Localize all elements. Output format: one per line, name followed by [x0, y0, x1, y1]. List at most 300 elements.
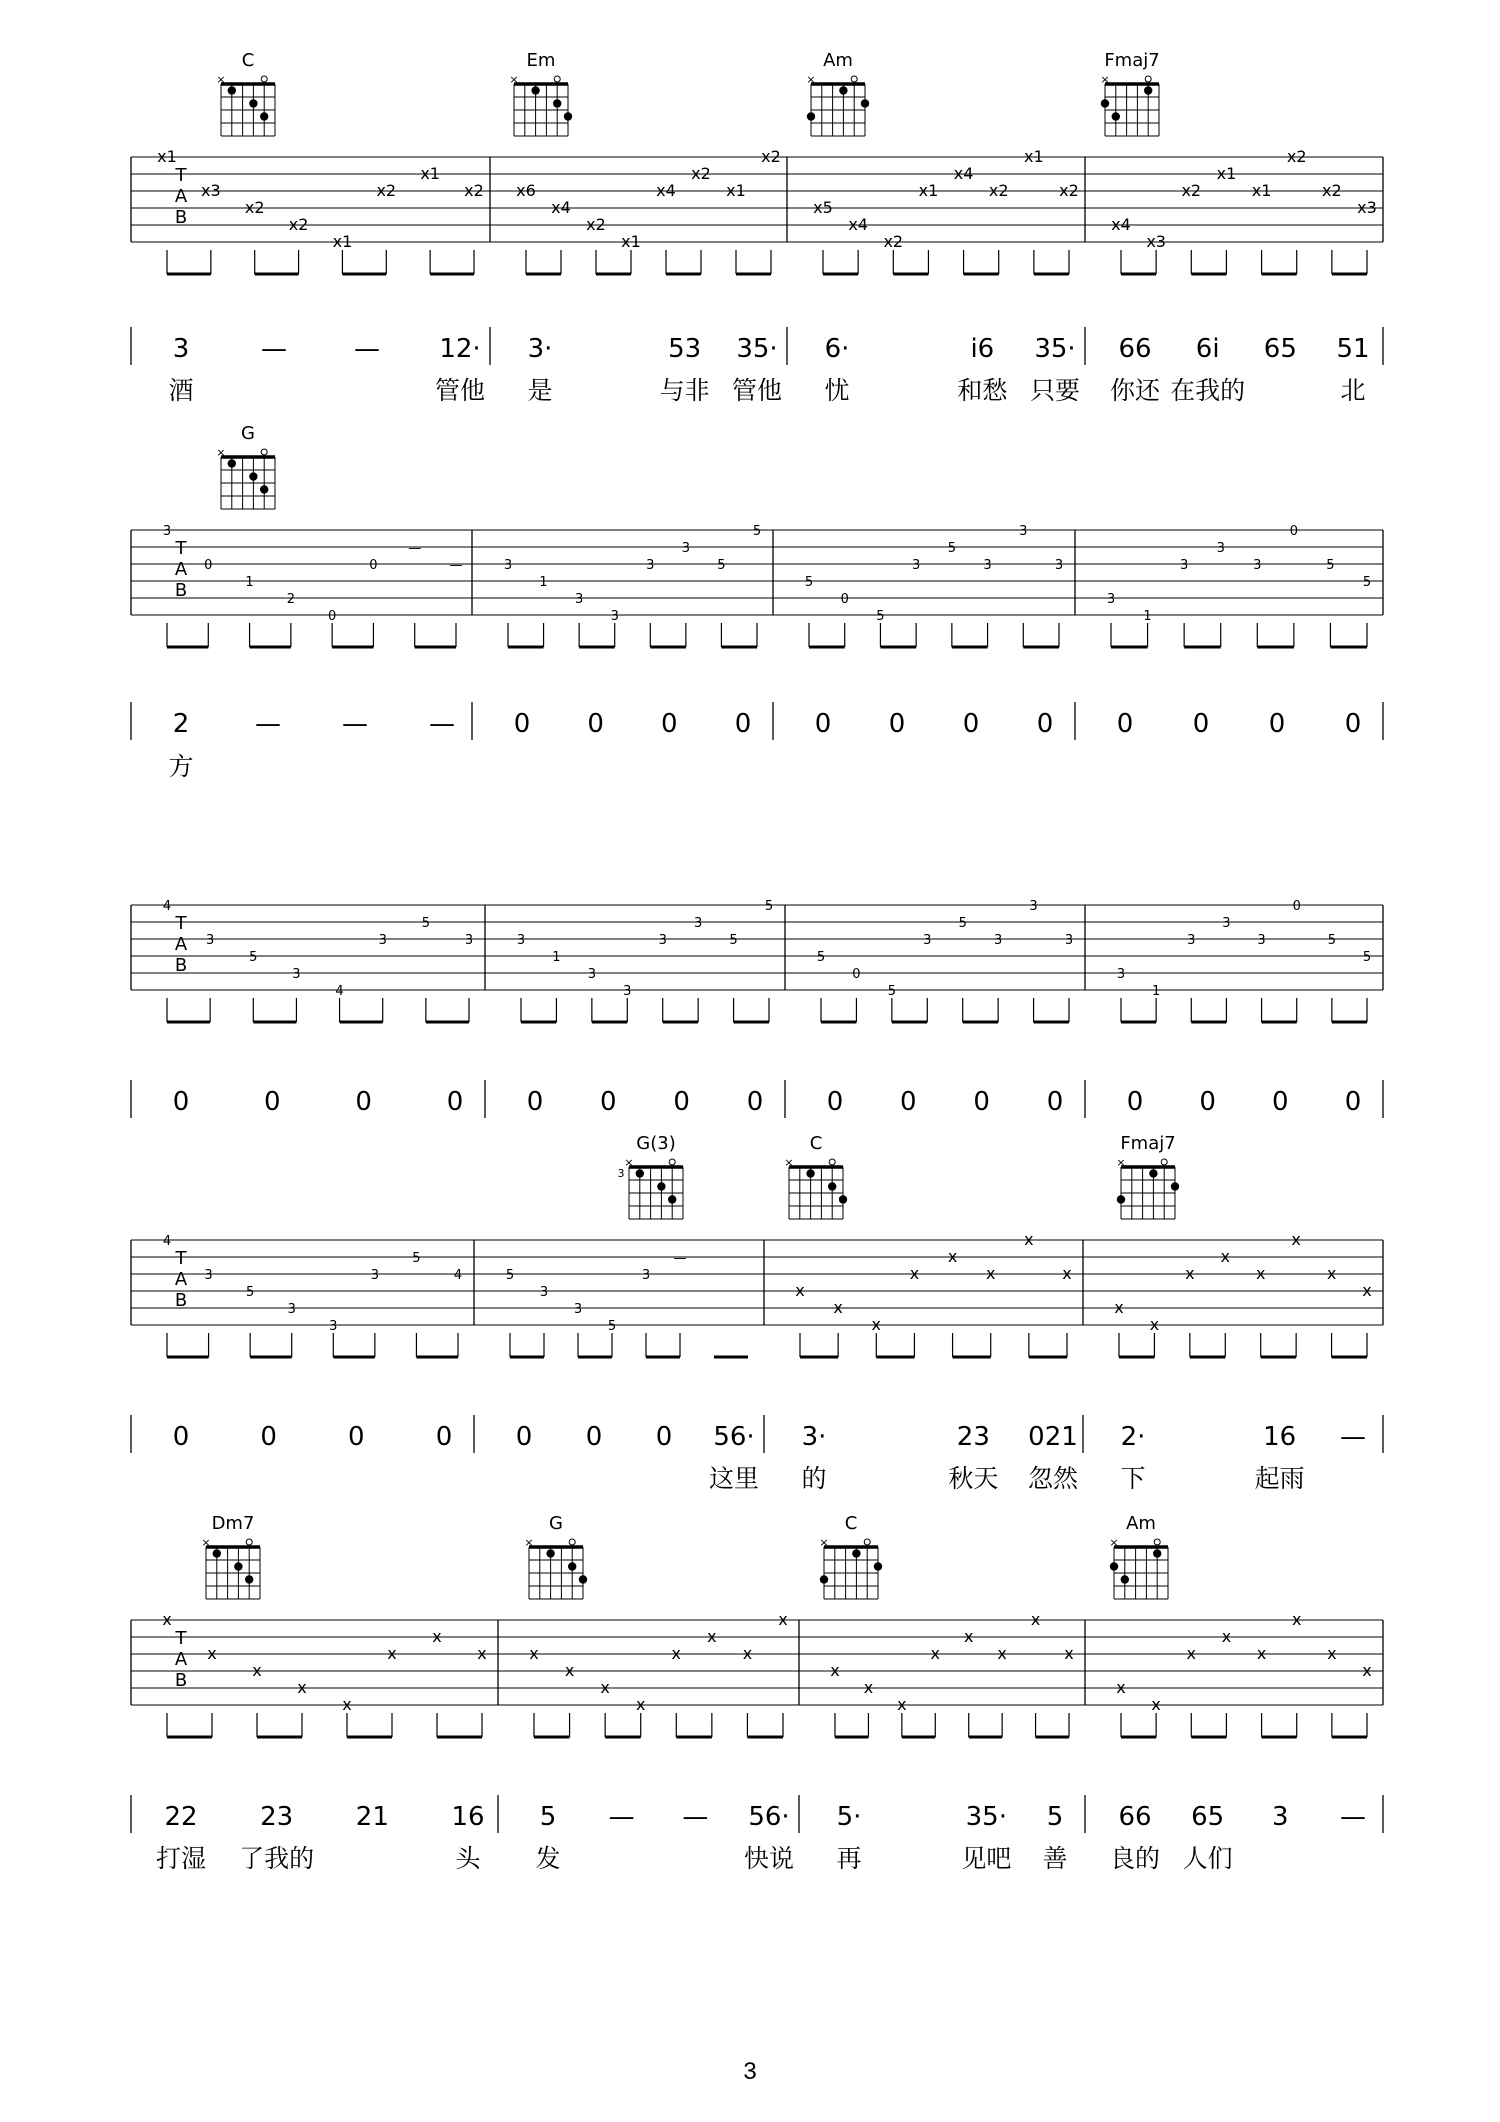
- open-string-mark: [1154, 1539, 1160, 1545]
- chord-dot: [568, 1562, 576, 1570]
- tab-clef-letter: A: [174, 1649, 188, 1670]
- tab-note: x: [897, 1695, 907, 1714]
- tab-clef-letter: B: [174, 1290, 188, 1311]
- music-system: [131, 50, 1383, 405]
- tab-note: 5: [1326, 558, 1335, 573]
- muted-string-mark: ×: [1100, 73, 1110, 86]
- tab-note: 5: [958, 916, 967, 931]
- chord-dot: [1153, 1549, 1161, 1557]
- tab-note: —: [449, 558, 463, 573]
- jianpu-note: —: [255, 709, 281, 739]
- jianpu-note: 0: [1272, 1087, 1289, 1117]
- tab-note: 5: [505, 1268, 515, 1283]
- tab-note: x2: [1286, 147, 1307, 166]
- tab-note: 5: [249, 950, 258, 965]
- jianpu-note: 65: [1191, 1802, 1225, 1832]
- tab-note: x: [1256, 1644, 1267, 1663]
- jianpu-note: 0: [264, 1087, 281, 1117]
- tab-note: x: [1149, 1315, 1160, 1334]
- tab-note: 4: [162, 899, 172, 914]
- chord-name: G: [549, 1513, 563, 1534]
- jianpu-note: —: [1340, 1422, 1366, 1452]
- tab-note: 5: [947, 541, 956, 556]
- chord-dot: [260, 112, 268, 120]
- muted-string-mark: ×: [216, 446, 226, 459]
- tab-note: 5: [607, 1319, 617, 1334]
- tab-note: x: [162, 1610, 172, 1629]
- tab-note: 2: [286, 592, 295, 607]
- jianpu-note: —: [1340, 1802, 1366, 1832]
- open-string-mark: [864, 1539, 870, 1545]
- jianpu-note: 56·: [748, 1802, 790, 1832]
- muted-string-mark: ×: [806, 73, 816, 86]
- tab-clef-letter: T: [175, 165, 187, 186]
- jianpu-note: 0: [355, 1087, 372, 1117]
- tab-note: x: [387, 1644, 397, 1663]
- tab-note: 3: [1106, 592, 1116, 607]
- tab-note: 0: [1289, 524, 1298, 539]
- lyric-text: 下: [1120, 1464, 1146, 1493]
- tab-clef-letter: A: [174, 1269, 188, 1290]
- muted-string-mark: ×: [201, 1536, 211, 1549]
- tab-note: 3: [912, 558, 921, 573]
- lyric-text: 良的: [1109, 1844, 1161, 1873]
- tab-clef-letter: B: [174, 955, 188, 976]
- tab-note: 3: [1064, 933, 1074, 948]
- tab-clef-letter: B: [174, 207, 188, 228]
- open-string-mark: [829, 1159, 835, 1165]
- lyric-text: 北: [1340, 376, 1366, 405]
- tab-note: x: [635, 1695, 646, 1714]
- tab-note: x2: [1322, 181, 1342, 200]
- tab-note: 1: [552, 950, 561, 965]
- tab-note: 0: [328, 609, 337, 624]
- jianpu-note: 0: [1192, 709, 1210, 739]
- tab-note: x: [930, 1644, 941, 1663]
- tab-note: x: [830, 1661, 840, 1680]
- jianpu-note: 5·: [836, 1802, 862, 1832]
- tab-note: x1: [1251, 181, 1272, 200]
- chord-dot: [636, 1169, 644, 1177]
- jianpu-note: 2·: [1120, 1422, 1146, 1452]
- tab-note: x1: [621, 232, 641, 251]
- chord-name: Am: [823, 50, 853, 71]
- muted-string-mark: ×: [624, 1156, 634, 1169]
- chord-dot: [234, 1562, 242, 1570]
- tab-note: x3: [201, 181, 221, 200]
- chord-dot: [828, 1182, 836, 1190]
- lyric-text: 打湿: [155, 1844, 207, 1873]
- music-system: [131, 1513, 1383, 1873]
- chord-dot: [874, 1562, 882, 1570]
- open-string-mark: [851, 76, 857, 82]
- tab-note: x2: [883, 232, 904, 251]
- tab-note: 3: [641, 1268, 651, 1283]
- tab-note: x: [1062, 1264, 1072, 1283]
- tab-note: 4: [453, 1268, 463, 1283]
- chord-diagram: [216, 50, 275, 136]
- jianpu-note: 6i: [1195, 334, 1220, 364]
- jianpu-note: 3: [1272, 1802, 1289, 1832]
- jianpu-note: 021: [1028, 1422, 1078, 1452]
- chord-dot: [806, 1169, 814, 1177]
- tab-note: x: [1221, 1627, 1232, 1646]
- chord-dot: [668, 1195, 676, 1203]
- chord-dot: [839, 1195, 847, 1203]
- tab-note: x: [863, 1678, 874, 1697]
- chord-dot: [579, 1575, 587, 1583]
- jianpu-note: 0: [172, 1087, 190, 1117]
- jianpu-note: 0: [734, 709, 752, 739]
- chord-dot: [1121, 1575, 1129, 1583]
- chord-dot: [553, 99, 561, 107]
- jianpu-note: 3·: [801, 1422, 827, 1452]
- tab-note: x1: [918, 181, 939, 200]
- tab-note: 0: [204, 558, 213, 573]
- jianpu-note: —: [261, 334, 287, 364]
- lyric-text: 是: [527, 376, 553, 405]
- jianpu-note: 3: [172, 334, 190, 364]
- tab-note: 5: [1362, 950, 1372, 965]
- music-system: [131, 1133, 1383, 1493]
- jianpu-note: 66: [1118, 334, 1152, 364]
- tab-note: x: [909, 1264, 920, 1283]
- jianpu-note: 65: [1263, 334, 1297, 364]
- tab-note: 3: [1187, 933, 1196, 948]
- jianpu-note: 0: [435, 1422, 453, 1452]
- tab-note: 3: [587, 967, 596, 982]
- tab-note: x: [342, 1695, 352, 1714]
- tab-note: x: [207, 1644, 217, 1663]
- tab-note: 3: [1019, 524, 1028, 539]
- lyric-text: 秋天: [948, 1464, 999, 1493]
- tab-note: 3: [573, 1302, 583, 1317]
- jianpu-note: 0: [513, 709, 531, 739]
- jianpu-note: 0: [962, 709, 980, 739]
- tab-note: 3: [162, 524, 172, 539]
- tab-note: 3: [516, 933, 526, 948]
- tab-note: x3: [1146, 232, 1166, 251]
- jianpu-note: 2: [172, 709, 190, 739]
- tab-note: x: [947, 1247, 958, 1266]
- tab-note: 0: [852, 967, 861, 982]
- jianpu-note: 0: [587, 709, 604, 739]
- chord-name: C: [844, 1513, 858, 1534]
- lyric-text: 和愁: [957, 376, 1008, 405]
- jianpu-note: —: [608, 1802, 635, 1832]
- lyric-text: 起雨: [1254, 1464, 1305, 1493]
- lyric-text: 与非: [659, 376, 710, 405]
- jianpu-note: 56·: [713, 1422, 755, 1452]
- jianpu-note: 12·: [439, 334, 481, 364]
- lyric-text: 这里: [708, 1464, 760, 1493]
- open-string-mark: [1161, 1159, 1167, 1165]
- tab-note: 3: [1257, 933, 1266, 948]
- lyric-text: 了我的: [239, 1844, 315, 1873]
- lyric-text: 再: [836, 1844, 862, 1873]
- jianpu-note: 5: [539, 1802, 557, 1832]
- chord-diagram: [806, 50, 869, 136]
- tab-note: x: [432, 1627, 442, 1646]
- open-string-mark: [669, 1159, 675, 1165]
- jianpu-note: 0: [446, 1087, 464, 1117]
- tab-note: x: [1291, 1610, 1302, 1629]
- tab-note: —: [673, 1251, 687, 1266]
- chord-dot: [228, 459, 236, 467]
- tab-note: x1: [332, 232, 353, 251]
- jianpu-note: —: [429, 709, 455, 739]
- music-system: [131, 899, 1383, 1118]
- jianpu-note: 0: [1046, 1087, 1064, 1117]
- jianpu-note: 0: [1344, 1087, 1362, 1117]
- tab-note: x: [871, 1315, 882, 1334]
- tab-note: x: [1114, 1298, 1124, 1317]
- chord-dot: [249, 99, 257, 107]
- chord-dot: [249, 472, 257, 480]
- jianpu-note: 0: [900, 1087, 917, 1117]
- tab-note: 3: [983, 558, 992, 573]
- tab-note: x: [1362, 1281, 1372, 1300]
- chord-dot: [546, 1549, 554, 1557]
- tab-note: 3: [994, 933, 1003, 948]
- chord-dot: [564, 112, 572, 120]
- music-system: [131, 423, 1383, 781]
- muted-string-mark: ×: [819, 1536, 829, 1549]
- tab-note: x: [1255, 1264, 1266, 1283]
- chord-dot: [245, 1575, 253, 1583]
- chord-diagram: [216, 423, 275, 509]
- chord-diagram: [1100, 50, 1159, 136]
- chord-diagram: [819, 1513, 882, 1599]
- lyric-text: 忧: [824, 376, 850, 405]
- tab-note: 3: [329, 1319, 338, 1334]
- tab-note: x3: [1357, 198, 1377, 217]
- jianpu-note: 3·: [527, 334, 553, 364]
- tab-note: 3: [923, 933, 932, 948]
- tab-note: —: [408, 541, 422, 556]
- jianpu-note: 0: [814, 709, 832, 739]
- chord-diagram: [1116, 1133, 1179, 1219]
- chord-dot: [807, 112, 815, 120]
- chord-dot: [1101, 99, 1109, 107]
- jianpu-note: 0: [1036, 709, 1054, 739]
- chord-dot: [657, 1182, 665, 1190]
- jianpu-note: 0: [655, 1422, 673, 1452]
- tab-note: x4: [953, 164, 974, 183]
- tab-note: 5: [816, 950, 826, 965]
- chord-dot: [1117, 1195, 1125, 1203]
- chord-dot: [1110, 1562, 1118, 1570]
- muted-string-mark: ×: [784, 1156, 794, 1169]
- page-number: 3: [743, 2058, 757, 2085]
- chord-diagram: [201, 1513, 260, 1599]
- jianpu-note: 35·: [736, 334, 778, 364]
- tab-note: 3: [539, 1285, 549, 1300]
- jianpu-note: —: [354, 334, 380, 364]
- jianpu-note: 0: [1126, 1087, 1144, 1117]
- tab-note: 5: [729, 933, 738, 948]
- tab-note: 3: [378, 933, 387, 948]
- tab-note: 3: [1029, 899, 1038, 914]
- tab-clef-letter: A: [174, 934, 188, 955]
- tab-note: x2: [988, 181, 1009, 200]
- lyric-text: 人们: [1182, 1844, 1233, 1873]
- lyric-text: 发: [535, 1844, 561, 1873]
- tab-clef-letter: T: [175, 913, 187, 934]
- tab-note: x1: [420, 164, 440, 183]
- tab-note: 5: [412, 1251, 421, 1266]
- tab-note: 3: [1216, 541, 1225, 556]
- tab-note: x: [297, 1678, 307, 1697]
- jianpu-note: 66: [1118, 1802, 1152, 1832]
- tab-note: 5: [887, 984, 896, 999]
- lyric-text: 你还: [1109, 376, 1161, 405]
- tab-clef-letter: T: [175, 1628, 187, 1649]
- tab-note: x2: [464, 181, 484, 200]
- tab-note: x1: [157, 147, 177, 166]
- jianpu-note: 35·: [1034, 334, 1076, 364]
- chord-diagram: [524, 1513, 587, 1599]
- jianpu-note: 0: [673, 1087, 690, 1117]
- open-string-mark: [1145, 76, 1151, 82]
- jianpu-note: 35·: [965, 1802, 1008, 1832]
- tab-clef-letter: T: [175, 1248, 187, 1269]
- tab-note: 3: [610, 609, 619, 624]
- chord-name: C: [241, 50, 255, 71]
- lyric-text: 在我的: [1170, 376, 1246, 405]
- tab-note: 0: [840, 592, 849, 607]
- jianpu-note: 51: [1336, 334, 1370, 364]
- chord-dot: [1171, 1182, 1179, 1190]
- chord-name: Fmaj7: [1120, 1133, 1176, 1154]
- lyric-text: 管他: [731, 376, 783, 405]
- tab-note: 3: [658, 933, 667, 948]
- tab-note: 3: [623, 984, 632, 999]
- tab-note: 3: [1116, 967, 1126, 982]
- tab-note: 3: [370, 1268, 379, 1283]
- jianpu-note: 0: [1268, 709, 1286, 739]
- muted-string-mark: ×: [216, 73, 226, 86]
- tab-note: x: [1186, 1644, 1197, 1663]
- lyric-text: 管他: [434, 376, 486, 405]
- open-string-mark: [261, 76, 267, 82]
- tab-note: x2: [376, 181, 397, 200]
- chord-dot: [213, 1549, 221, 1557]
- jianpu-note: 0: [1344, 709, 1362, 739]
- tab-note: 3: [1222, 916, 1231, 931]
- jianpu-note: 0: [348, 1422, 365, 1452]
- muted-string-mark: ×: [1116, 1156, 1126, 1169]
- jianpu-note: 0: [661, 709, 678, 739]
- chord-dot: [820, 1575, 828, 1583]
- tab-note: x: [252, 1661, 262, 1680]
- tab-note: 3: [464, 933, 474, 948]
- lyric-text: 方: [168, 752, 194, 781]
- tab-note: 1: [245, 575, 254, 590]
- open-string-mark: [246, 1539, 252, 1545]
- tab-note: x: [529, 1644, 539, 1663]
- lyric-text: 头: [455, 1844, 481, 1873]
- tab-note: 3: [575, 592, 584, 607]
- tab-note: x: [1362, 1661, 1372, 1680]
- tab-note: 5: [1362, 575, 1372, 590]
- jianpu-note: 22: [164, 1802, 198, 1832]
- tab-note: x: [1151, 1695, 1161, 1714]
- tab-note: 3: [503, 558, 513, 573]
- jianpu-note: 21: [355, 1802, 389, 1832]
- tab-note: 3: [1180, 558, 1189, 573]
- jianpu-note: 53: [668, 334, 702, 364]
- tab-note: x: [671, 1644, 682, 1663]
- tab-clef-letter: B: [174, 580, 188, 601]
- tab-note: x2: [761, 147, 781, 166]
- tab-note: x: [1220, 1247, 1231, 1266]
- tab-note: 3: [694, 916, 703, 931]
- jianpu-note: 0: [515, 1422, 533, 1452]
- chord-fret-number: 3: [617, 1167, 625, 1180]
- tab-note: x: [963, 1627, 974, 1646]
- tab-clef-letter: B: [174, 1670, 188, 1691]
- tab-note: x: [1185, 1264, 1195, 1283]
- tab-note: 0: [369, 558, 378, 573]
- tab-note: 4: [162, 1234, 172, 1249]
- chord-dot: [839, 86, 847, 94]
- tab-note: 3: [287, 1302, 296, 1317]
- jianpu-note: 0: [826, 1087, 844, 1117]
- tab-note: x: [985, 1264, 996, 1283]
- tab-note: x: [707, 1627, 717, 1646]
- tab-note: 1: [1152, 984, 1161, 999]
- chord-diagram: [784, 1133, 847, 1219]
- chord-name: Dm7: [211, 1513, 255, 1534]
- tab-note: x4: [1111, 215, 1131, 234]
- lyric-text: 善: [1042, 1844, 1068, 1873]
- chord-dot: [260, 485, 268, 493]
- tab-note: x2: [1181, 181, 1202, 200]
- tab-note: x: [997, 1644, 1007, 1663]
- open-string-mark: [261, 449, 267, 455]
- chord-name: Fmaj7: [1104, 50, 1160, 71]
- jianpu-note: 0: [1116, 709, 1134, 739]
- tab-note: x2: [244, 198, 265, 217]
- tab-note: x: [795, 1281, 805, 1300]
- tab-clef-letter: T: [175, 538, 187, 559]
- chord-name: Am: [1126, 1513, 1156, 1534]
- tab-note: 5: [1327, 933, 1336, 948]
- jianpu-note: 0: [526, 1087, 544, 1117]
- tab-note: x: [742, 1644, 753, 1663]
- tab-note: x6: [516, 181, 536, 200]
- tab-note: 5: [752, 524, 762, 539]
- tab-note: x1: [726, 181, 746, 200]
- lyric-text: 只要: [1029, 376, 1081, 405]
- jianpu-note: —: [342, 709, 368, 739]
- jianpu-note: 0: [888, 709, 906, 739]
- tab-note: 1: [539, 575, 548, 590]
- tab-note: x4: [551, 198, 571, 217]
- tab-note: x: [1116, 1678, 1126, 1697]
- tab-clef-letter: A: [174, 186, 188, 207]
- jianpu-note: 16: [1263, 1422, 1297, 1452]
- tab-note: x2: [288, 215, 309, 234]
- tab-note: 3: [292, 967, 301, 982]
- tab-note: x: [600, 1678, 610, 1697]
- tab-note: 3: [1253, 558, 1262, 573]
- chord-diagram: [509, 50, 572, 136]
- lyric-text: 酒: [168, 376, 194, 405]
- jianpu-note: i6: [970, 334, 995, 364]
- tab-note: x: [1327, 1644, 1337, 1663]
